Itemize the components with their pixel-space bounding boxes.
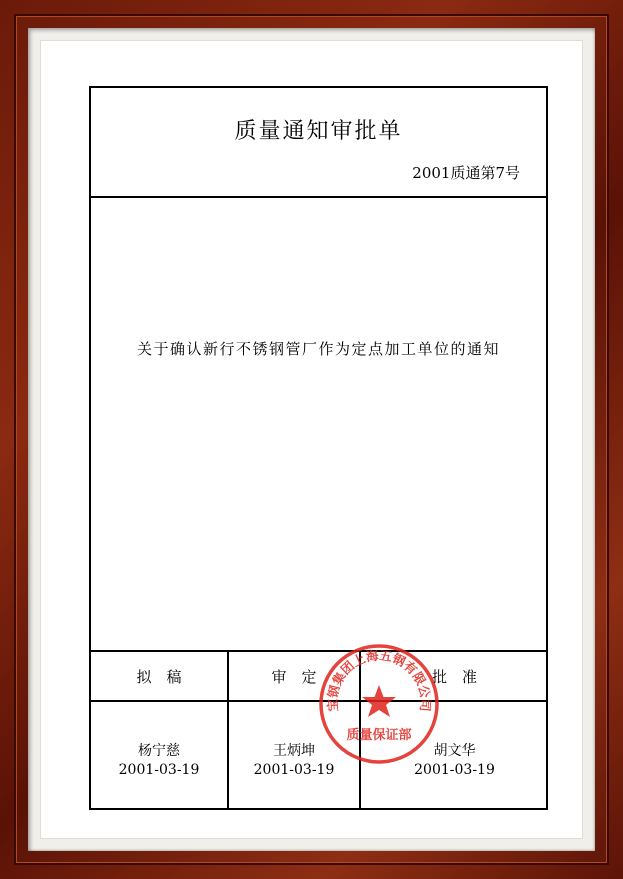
approver-name: 胡文华 [433,743,476,759]
reviewer-name: 王炳坤 [273,743,315,759]
seal-department-text: 质量保证部 [346,728,412,743]
reviewer-date: 2001-03-19 [253,762,335,778]
drafter-date: 2001-03-19 [118,762,200,778]
company-seal-stamp [316,641,442,767]
header-approver: 批 准 [431,668,477,686]
seal-star-icon [362,685,396,717]
divider-header [91,196,546,198]
approver-date: 2001-03-19 [414,762,495,778]
header-drafter: 拟 稿 [136,668,182,686]
notice-subject: 关于确认新行不锈钢管厂作为定点加工单位的通知 [136,340,500,358]
document-number: 2001质通第7号 [412,164,520,182]
seal-arc-text: 宝钢集团上海五钢有限公司 [324,647,434,713]
document-title: 质量通知审批单 [234,119,403,144]
drafter-name: 杨宁慈 [138,743,180,759]
header-reviewer: 审 定 [271,668,317,686]
